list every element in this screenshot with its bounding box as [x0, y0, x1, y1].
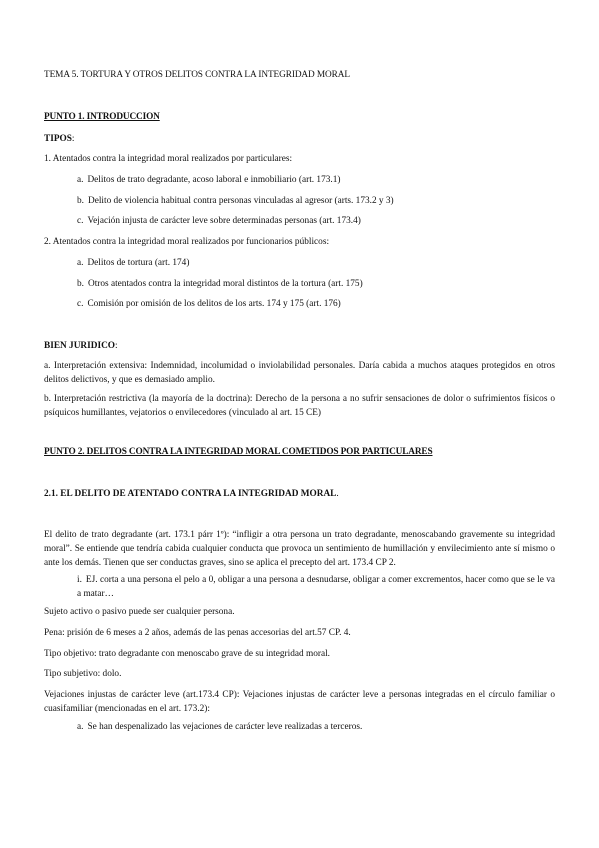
- list-marker: a.: [77, 175, 84, 185]
- list-item-text: Se han despenalizado las vejaciones de carácter leve realizadas a terceros.: [87, 722, 363, 732]
- list-marker: a.: [77, 258, 84, 268]
- list-item: [77, 195, 555, 209]
- group-2-heading: 2. Atentados contra la integridad moral realizados por funcionarios públicos:: [44, 237, 330, 247]
- list-item: [77, 721, 555, 735]
- vejaciones-paragraph: Vejaciones injustas de carácter leve (art.173.4 CP): Vejaciones injustas de carácter leve a personas integradas en el círculo familiar o cuasifamiliar (mencionadas en el art. 173.2):: [44, 690, 555, 714]
- list-item-text: Comisión por omisión de los delitos de los arts. 174 y 175 (art. 176): [87, 299, 341, 309]
- list-marker: c.: [77, 299, 84, 309]
- bien-juridico-line: [44, 340, 555, 354]
- list-item-text: Vejación injusta de carácter leve sobre determinadas personas (art. 173.4): [87, 216, 361, 226]
- tipos-line: [44, 133, 555, 147]
- document-title: TEMA 5. TORTURA Y OTROS DELITOS CONTRA LA INTEGRIDAD MORAL: [44, 70, 350, 80]
- list-item-text: Delito de violencia habitual contra personas vinculadas al agresor (arts. 173.2 y 3): [87, 196, 394, 206]
- list-item: [77, 174, 555, 188]
- tipos-label: TIPOS: [44, 134, 72, 144]
- list-item: [77, 278, 555, 292]
- list-item: [77, 257, 555, 271]
- list-marker: i.: [77, 575, 82, 585]
- trato-degradante-paragraph: El delito de trato degradante (art. 173.1 párr 1º): “infligir a otra persona un trato degradante, menoscabando gravemente su integridad moral”. Se entiende que tendría cabida cualquier conducta que provoca un sentimiento de humillación y envilecimiento ante sí mismo o ante los demás. Tienen que ser conductas graves, sino se aplica el precepto del art. 173.4 CP 2.: [44, 530, 555, 568]
- subsection-heading: 2.1. EL DELITO DE ATENTADO CONTRA LA INTEGRIDAD MORAL: [44, 489, 337, 499]
- list-item-text: Delitos de tortura (art. 174): [87, 258, 190, 268]
- sujeto-line: Sujeto activo o pasivo puede ser cualquier persona.: [44, 607, 235, 617]
- tipos-colon: :: [71, 134, 75, 144]
- section-heading-punto-2: PUNTO 2. DELITOS CONTRA LA INTEGRIDAD MORAL COMETIDOS POR PARTICULARES: [44, 447, 433, 457]
- list-item: [77, 215, 555, 229]
- pena-line: Pena: prisión de 6 meses a 2 años, además de las penas accesorias del art.57 CP. 4.: [44, 628, 351, 638]
- list-marker: a.: [77, 722, 84, 732]
- tipo-subjetivo-line: Tipo subjetivo: dolo.: [44, 669, 122, 679]
- list-item-text: Delitos de trato degradante, acoso laboral e inmobiliario (art. 173.1): [87, 175, 341, 185]
- bien-juridico-a: a. Interpretación extensiva: Indemnidad, incolumidad o inviolabilidad personales. Daría cabida a muchos ataques protegidos en otros delitos delictivos, y que es demasiado amplio.: [44, 361, 555, 385]
- subsection-heading-line: [44, 488, 555, 502]
- bien-juridico-b: b. Interpretación restrictiva (la mayoría de la doctrina): Derecho de la persona a no sufrir sensaciones de dolor o sufrimientos físicos o psíquicos humillantes, vejatorios o envilecedores (vinculado al art. 15 CE): [44, 394, 555, 418]
- list-item-text: Otros atentados contra la integridad moral distintos de la tortura (art. 175): [87, 279, 363, 289]
- list-marker: b.: [77, 279, 84, 289]
- subsection-heading-dot: .: [336, 489, 339, 499]
- list-item: [77, 298, 555, 312]
- tipo-objetivo-line: Tipo objetivo: trato degradante con menoscabo grave de su integridad moral.: [44, 649, 330, 659]
- list-marker: c.: [77, 216, 84, 226]
- section-heading-punto-1: PUNTO 1. INTRODUCCION: [44, 112, 160, 122]
- bien-juridico-label: BIEN JURIDICO: [44, 341, 116, 351]
- example-item: [77, 574, 555, 602]
- group-1-heading: 1. Atentados contra la integridad moral realizados por particulares:: [44, 154, 293, 164]
- list-marker: b.: [77, 196, 84, 206]
- example-text: EJ. corta a una persona el pelo a 0, obligar a una persona a desnudarse, obligar a comer excrementos, hacer como que se le va a matar…: [77, 575, 555, 599]
- bien-juridico-colon: :: [115, 341, 118, 351]
